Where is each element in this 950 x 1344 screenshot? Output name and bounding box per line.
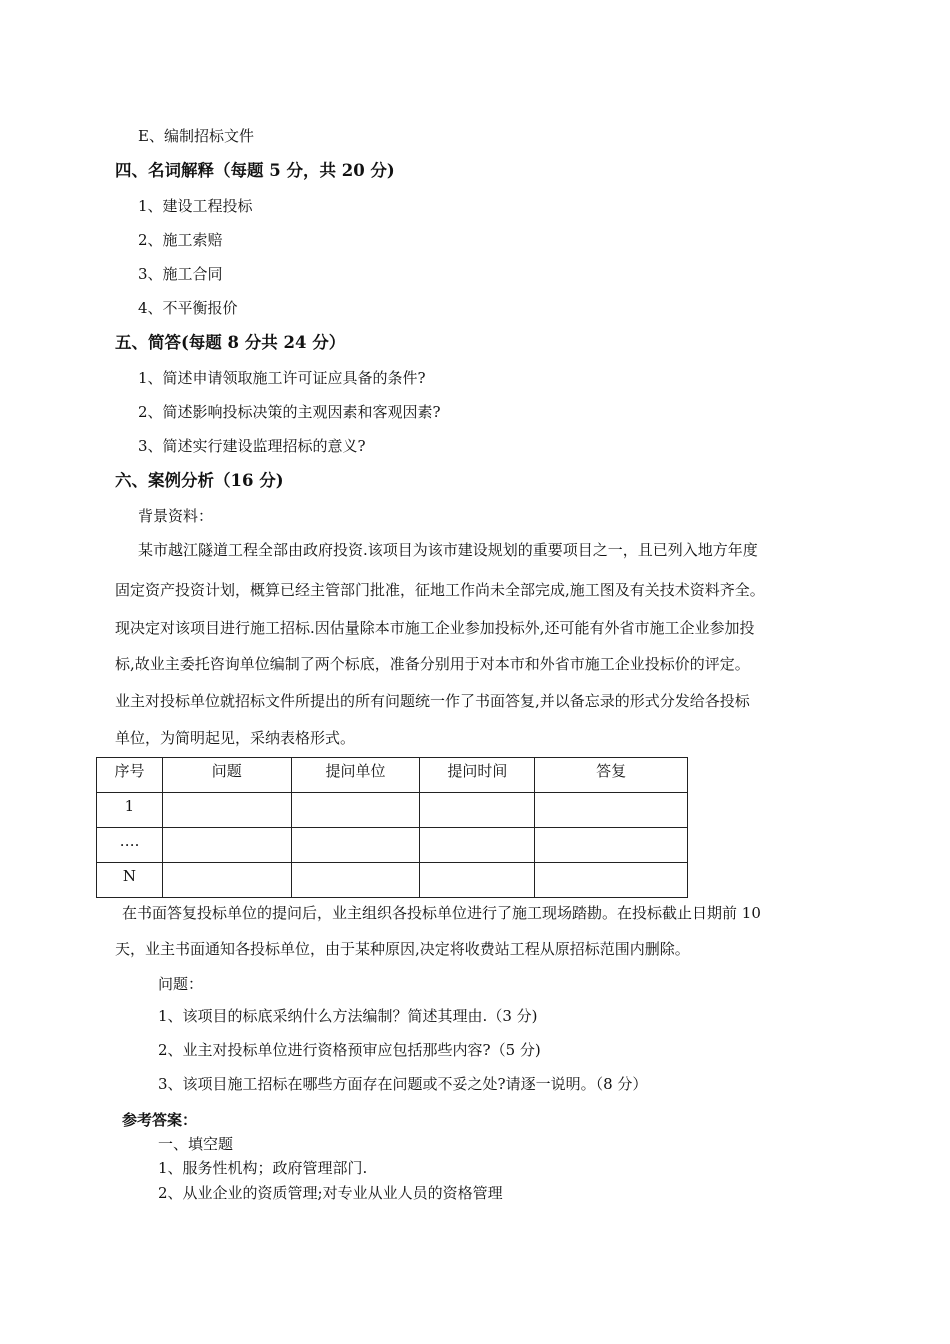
table-cell	[420, 828, 535, 863]
term-item-2: 2、施工索赔	[138, 231, 223, 249]
qa-table	[96, 757, 688, 898]
table-cell	[420, 793, 535, 828]
case-paragraph-line-1: 某市越江隧道工程全部由政府投资.该项目为该市建设规划的重要项目之一，且已列入地方年度	[138, 541, 758, 559]
short-answer-2: 2、简述影响投标决策的主观因素和客观因素?	[138, 403, 441, 421]
table-cell	[535, 863, 688, 898]
table-cell: ….	[97, 828, 163, 863]
section-heading-4: 四、名词解释（每题 5 分，共 20 分)	[115, 161, 395, 180]
table-cell	[291, 793, 420, 828]
header-reply: 答复	[535, 758, 688, 793]
case-question-2: 2、业主对投标单位进行资格预审应包括那些内容?（5 分)	[158, 1041, 541, 1059]
answer-item-2: 2、从业企业的资质管理;对专业从业人员的资格管理	[158, 1184, 503, 1202]
case-question-3: 3、该项目施工招标在哪些方面存在问题或不妥之处?请逐一说明。（8 分）	[158, 1075, 648, 1093]
case-followup-line-1: 在书面答复投标单位的提问后，业主组织各投标单位进行了施工现场踏勘。在投标截止日期前 10	[122, 904, 761, 922]
case-paragraph-line-5: 业主对投标单位就招标文件所提出的所有问题统一作了书面答复,并以备忘录的形式分发给各投标	[115, 692, 750, 710]
case-paragraph-line-6: 单位，为简明起见，采纳表格形式。	[115, 729, 356, 747]
background-label: 背景资料：	[138, 507, 214, 525]
short-answer-3: 3、简述实行建设监理招标的意义?	[138, 437, 366, 455]
header-question: 问题	[162, 758, 291, 793]
term-item-3: 3、施工合同	[138, 265, 223, 283]
case-followup-line-2: 天，业主书面通知各投标单位，由于某种原因,决定将收费站工程从原招标范围内删除。	[115, 940, 690, 958]
table-cell	[535, 793, 688, 828]
table-row	[97, 793, 688, 828]
answer-section-1: 一、填空题	[158, 1135, 234, 1153]
table-cell	[162, 793, 291, 828]
table-cell: 1	[97, 793, 163, 828]
table-cell	[291, 863, 420, 898]
questions-label: 问题：	[158, 975, 204, 993]
case-paragraph-line-4: 标,故业主委托咨询单位编制了两个标底，准备分别用于对本市和外省市施工企业投标价的评定。	[115, 655, 750, 673]
case-paragraph-line-2: 固定资产投资计划，概算已经主管部门批准，征地工作尚未全部完成,施工图及有关技术资料齐全。	[115, 581, 765, 599]
section-heading-6: 六、案例分析（16 分)	[115, 471, 284, 490]
table-cell: N	[97, 863, 163, 898]
option-e: E、编制招标文件	[138, 127, 254, 145]
header-asker: 提问单位	[291, 758, 420, 793]
header-index: 序号	[97, 758, 163, 793]
table-cell	[420, 863, 535, 898]
table-cell	[162, 828, 291, 863]
table-cell	[162, 863, 291, 898]
table-row	[97, 863, 688, 898]
short-answer-1: 1、简述申请领取施工许可证应具备的条件?	[138, 369, 426, 387]
reference-answer-heading: 参考答案：	[122, 1111, 198, 1129]
header-time: 提问时间	[420, 758, 535, 793]
table-header-row	[97, 758, 688, 793]
case-paragraph-line-3: 现决定对该项目进行施工招标.因估量除本市施工企业参加投标外,还可能有外省市施工企业参加投	[115, 619, 755, 637]
term-item-4: 4、不平衡报价	[138, 299, 238, 317]
table-cell	[291, 828, 420, 863]
case-question-1: 1、该项目的标底采纳什么方法编制？简述其理由.（3 分)	[158, 1007, 538, 1025]
table-row	[97, 828, 688, 863]
section-heading-5: 五、简答(每题 8 分共 24 分）	[115, 333, 346, 352]
answer-item-1: 1、服务性机构；政府管理部门.	[158, 1159, 368, 1177]
table-cell	[535, 828, 688, 863]
term-item-1: 1、建设工程投标	[138, 197, 253, 215]
